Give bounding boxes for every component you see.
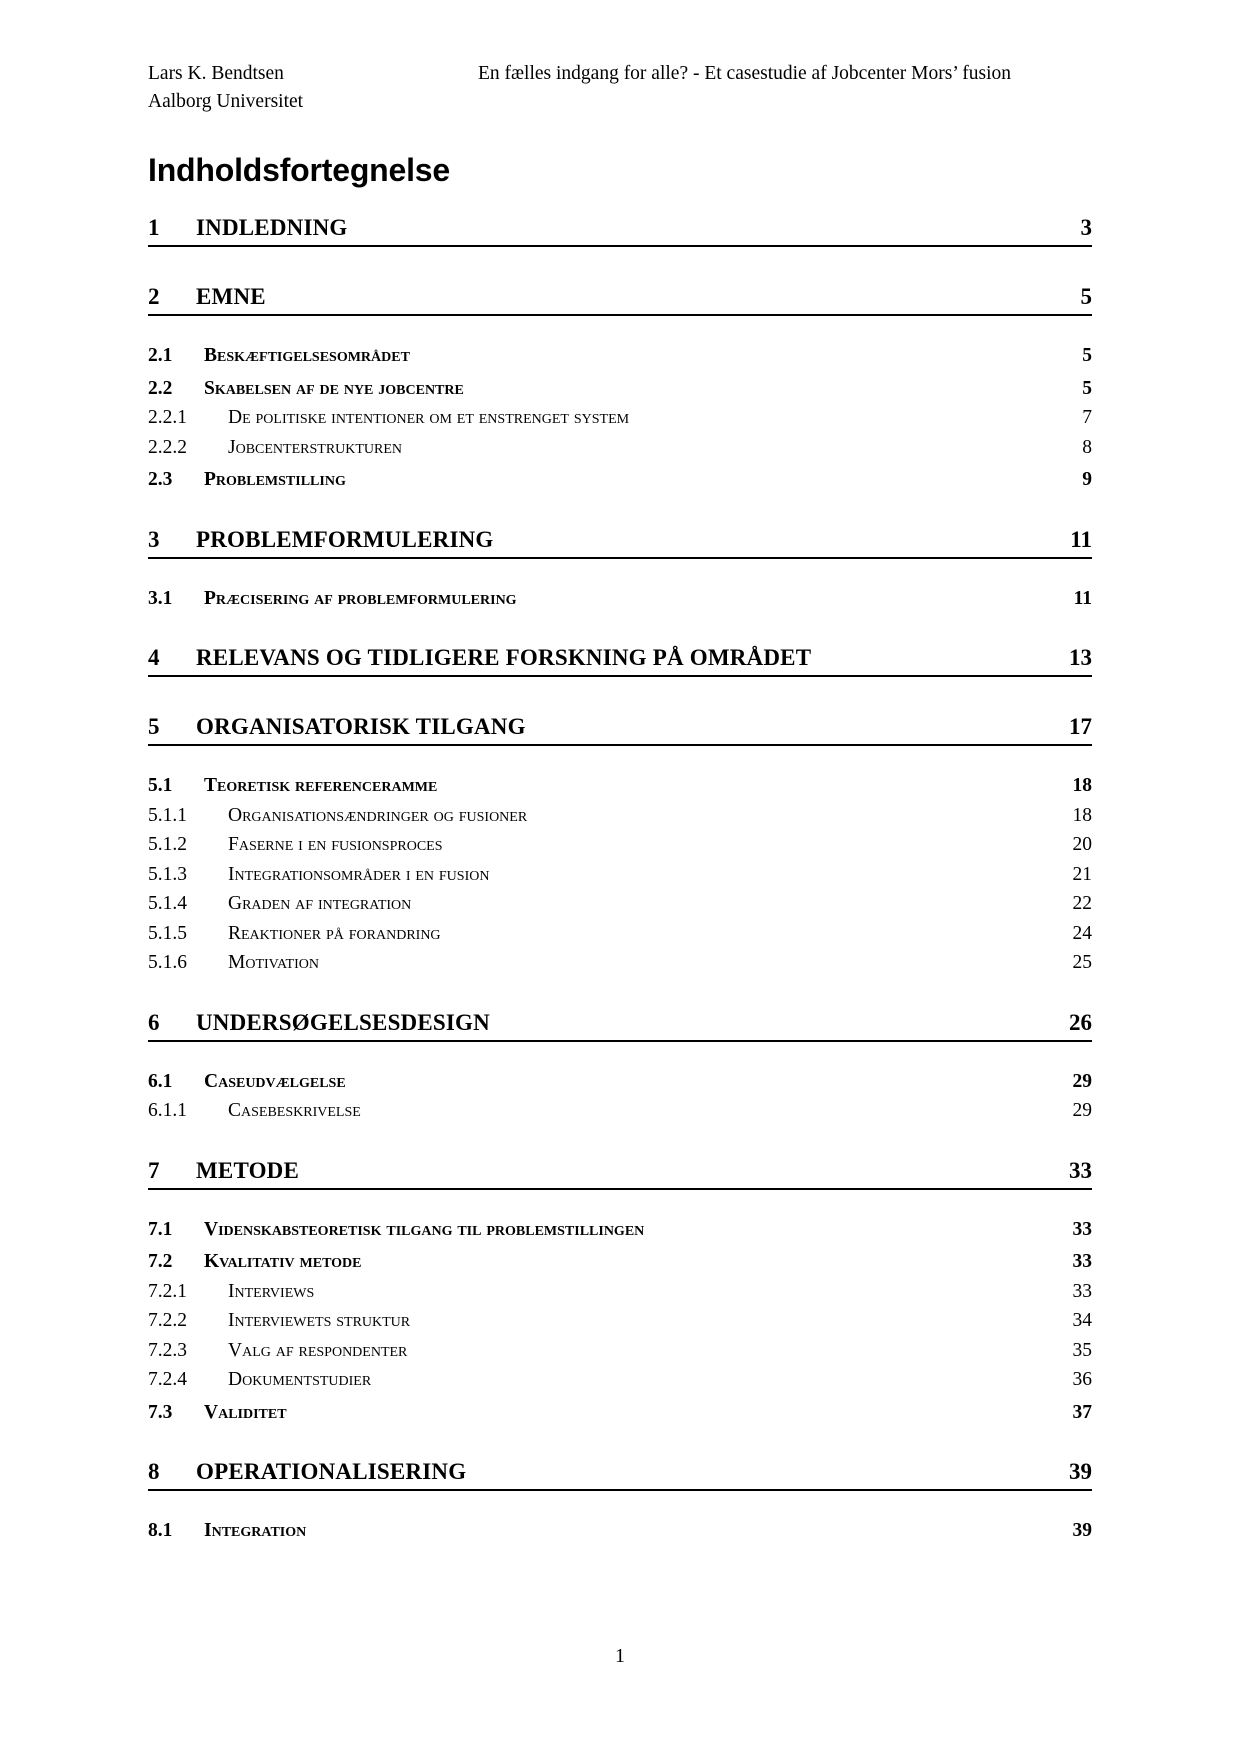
toc-entry-level1[interactable] [148,1159,1092,1190]
toc-entry-number: 7.2.3 [148,1339,187,1361]
toc-entry-level2[interactable] [148,346,1092,366]
toc-entry-page-number: 17 [1069,714,1092,739]
toc-entry-label: Teoretisk referenceramme [204,775,438,796]
toc-entry-label: UNDERSØGELSESDESIGN [196,1009,490,1035]
toc-entry-number: 5 [148,715,188,746]
toc-entry-label: OPERATIONALISERING [196,1459,467,1484]
toc-entry-label: Valg af respondenter [228,1339,408,1361]
toc-entry-page-number: 18 [1072,775,1092,796]
toc-entry-number: 1 [148,216,188,247]
toc-entry-level1[interactable] [148,528,1092,559]
toc-entry-label: Faserne i en fusionsproces [228,834,443,855]
header-institution: Aalborg Universitet [148,91,304,113]
header-running-title: En fælles indgang for alle? - Et casestudie af Jobcenter Mors’ fusion [478,63,1012,84]
toc-entry-number: 2.2 [148,377,173,399]
toc-entry-number: 7.3 [148,1401,173,1423]
toc-entry-label: Videnskabsteoretisk tilgang til problemstillingen [204,1218,645,1240]
toc-entry-page-number: 13 [1069,645,1092,670]
toc-entry-page-number: 7 [1082,407,1092,428]
toc-entry-level3[interactable] [148,806,1092,826]
toc-entry-label: De politiske intentioner om et enstrenget system [228,407,630,428]
toc-entry-label: Jobcenterstrukturen [228,436,403,458]
toc-entry-page-number: 5 [1080,284,1092,309]
toc-entry-label: Interviews [228,1280,315,1302]
toc-entry-number: 2.1 [148,345,173,366]
header-author-name: Lars K. Bendtsen [148,63,284,84]
toc-entry-label: Caseudvælgelse [204,1070,346,1092]
page-title: Indholdsfortegnelse [148,152,450,188]
toc-entry-number: 7.2.1 [148,1280,187,1302]
toc-entry-number: 5.1.3 [148,863,187,885]
toc-entry-number: 3.1 [148,587,173,609]
toc-entry-label: RELEVANS OG TIDLIGERE FORSKNING PÅ OMRÅDET [196,645,812,670]
toc-entry-page-number: 36 [1072,1369,1092,1390]
toc-entry-number: 6 [148,1011,188,1042]
toc-entry-level2[interactable] [148,1252,1092,1272]
toc-entry-label: Interviewets struktur [228,1310,411,1331]
toc-entry-number: 5.1.6 [148,952,187,973]
toc-entry-number: 5.1.4 [148,893,187,914]
toc-entry-page-number: 9 [1082,469,1092,490]
toc-entry-level1[interactable] [148,715,1092,746]
toc-entry-number: 8 [148,1460,188,1491]
toc-entry-level3[interactable] [148,1282,1092,1302]
toc-entry-number: 7 [148,1159,188,1190]
toc-entry-label: Præcisering af problemformulering [204,587,517,609]
toc-entry-level3[interactable] [148,408,1092,428]
toc-entry-number: 8.1 [148,1520,173,1541]
toc-entry-level3[interactable] [148,1370,1092,1390]
toc-entry-label: Casebeskrivelse [228,1100,361,1121]
toc-entry-label: Graden af integration [228,893,412,914]
toc-entry-label: PROBLEMFORMULERING [196,526,494,552]
toc-entry-page-number: 5 [1082,345,1092,366]
toc-entry-label: Kvalitativ metode [204,1251,362,1272]
toc-entry-label: Integration [204,1520,307,1541]
toc-entry-level3[interactable] [148,924,1092,944]
toc-entry-number: 7.2.2 [148,1310,187,1331]
header-author-block [148,60,478,117]
toc-entry-page-number: 37 [1072,1401,1092,1423]
toc-entry-level1[interactable] [148,1460,1092,1491]
toc-entry-page-number: 18 [1072,804,1092,826]
toc-entry-number: 2.2.2 [148,436,187,458]
toc-entry-level1[interactable] [148,646,1092,677]
toc-entry-level2[interactable] [148,589,1092,609]
toc-entry-level2[interactable] [148,379,1092,399]
toc-entry-page-number: 29 [1072,1100,1092,1121]
toc-entry-number: 7.2 [148,1251,173,1272]
toc-entry-label: Beskæftigelsesområdet [204,345,410,366]
toc-entry-page-number: 11 [1070,526,1092,552]
toc-entry-label: INDLEDNING [196,215,348,240]
toc-entry-number: 7.1 [148,1218,173,1240]
toc-entry-label: ORGANISATORISK TILGANG [196,714,526,739]
toc-entry-number: 5.1.1 [148,804,187,826]
toc-entry-label: Skabelsen af de nye jobcentre [204,377,464,399]
toc-entry-page-number: 8 [1082,436,1092,458]
toc-entry-page-number: 24 [1072,922,1092,944]
footer-page-number: 1 [615,1645,625,1667]
toc-entry-page-number: 34 [1072,1310,1092,1331]
toc-entry-page-number: 5 [1082,377,1092,399]
toc-entry-label: Dokumentstudier [228,1369,372,1390]
toc-entry-page-number: 39 [1072,1520,1092,1541]
toc-entry-page-number: 20 [1072,834,1092,855]
toc-entry-level1[interactable] [148,285,1092,316]
toc-entry-level1[interactable] [148,1011,1092,1042]
toc-entry-number: 5.1 [148,775,173,796]
toc-entry-page-number: 33 [1072,1280,1092,1302]
toc-entry-number: 4 [148,646,188,677]
toc-entry-number: 2 [148,285,188,316]
toc-entry-level2[interactable] [148,1403,1092,1423]
toc-entry-number: 7.2.4 [148,1369,187,1390]
toc-entry-page-number: 33 [1069,1157,1092,1183]
toc-entry-level2[interactable] [148,1072,1092,1092]
toc-entry-level3[interactable] [148,1341,1092,1361]
toc-entry-label: Motivation [228,952,319,973]
toc-entry-number: 2.2.1 [148,407,187,428]
toc-entry-number: 3 [148,528,188,559]
toc-entry-level1[interactable] [148,216,1092,247]
toc-entry-label: Reaktioner på forandring [228,922,441,944]
toc-entry-level3[interactable] [148,865,1092,885]
toc-entry-level3[interactable] [148,953,1092,973]
toc-entry-label: Validitet [204,1401,287,1423]
toc-entry-label: METODE [196,1157,300,1183]
toc-entry-number: 6.1 [148,1070,173,1092]
toc-entry-page-number: 39 [1069,1459,1092,1484]
toc-entry-level2[interactable] [148,776,1092,796]
toc-entry-label: Organisationsændringer og fusioner [228,804,528,826]
toc-entry-label: Problemstilling [204,469,346,490]
running-header [148,60,1092,117]
toc-entry-level3[interactable] [148,1311,1092,1331]
toc-entry-level2[interactable] [148,1220,1092,1240]
table-of-contents [148,216,1092,1541]
toc-entry-level3[interactable] [148,894,1092,914]
toc-entry-level2[interactable] [148,470,1092,490]
toc-entry-number: 5.1.5 [148,922,187,944]
toc-entry-page-number: 33 [1072,1251,1092,1272]
toc-entry-label: EMNE [196,284,266,309]
toc-entry-page-number: 11 [1073,587,1092,609]
toc-entry-level2[interactable] [148,1521,1092,1541]
toc-entry-level3[interactable] [148,835,1092,855]
toc-entry-page-number: 35 [1072,1339,1092,1361]
toc-entry-number: 2.3 [148,469,173,490]
toc-entry-number: 6.1.1 [148,1100,187,1121]
toc-entry-number: 5.1.2 [148,834,187,855]
toc-entry-page-number: 26 [1069,1009,1092,1035]
toc-entry-level3[interactable] [148,1101,1092,1121]
toc-entry-label: Integrationsområder i en fusion [228,863,490,885]
toc-entry-page-number: 3 [1080,215,1092,240]
toc-entry-page-number: 25 [1072,952,1092,973]
toc-entry-page-number: 21 [1072,863,1092,885]
toc-entry-page-number: 33 [1072,1218,1092,1240]
toc-entry-page-number: 22 [1072,893,1092,914]
toc-entry-page-number: 29 [1072,1070,1092,1092]
toc-entry-level3[interactable] [148,438,1092,458]
